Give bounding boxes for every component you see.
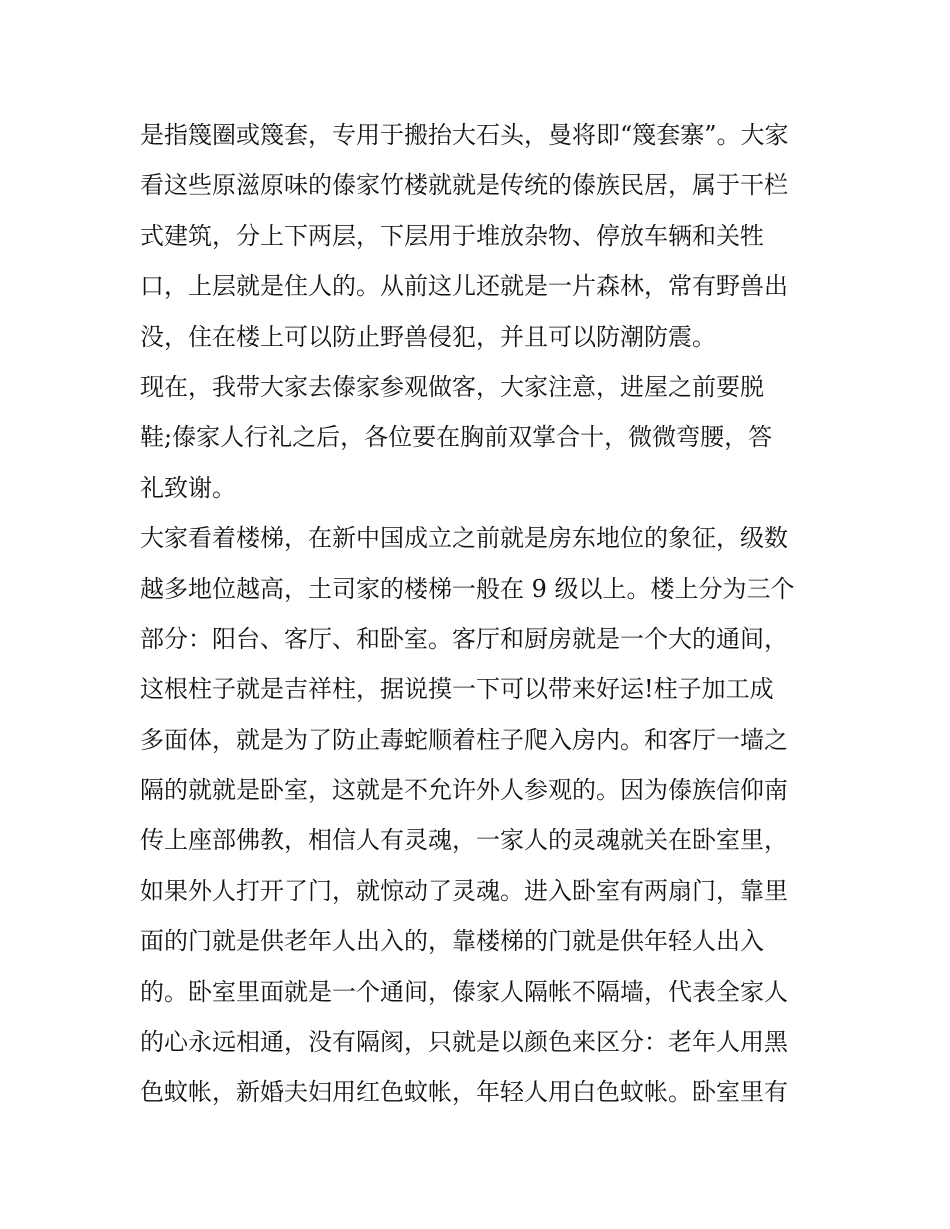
text-line: 隔的就就是卧室，这就是不允许外人参观的。因为傣族信仰南 [140, 776, 788, 805]
text-line: 越多地位越高，土司家的楼梯一般在 9 级以上。楼上分为三个 [140, 574, 795, 603]
body-text [140, 110, 830, 1118]
text-line: 面的门就是供老年人出入的，靠楼梯的门就是供年轻人出入 [140, 927, 764, 956]
text-line: 式建筑，分上下两层，下层用于堆放杂物、停放车辆和关牲 [140, 221, 764, 250]
text-line: 这根柱子就是吉祥柱，据说摸一下可以带来好运!柱子加工成 [140, 675, 774, 704]
text-line: 部分：阳台、客厅、和卧室。客厅和厨房就是一个大的通间， [140, 624, 788, 653]
text-line: 如果外人打开了门，就惊动了灵魂。进入卧室有两扇门，靠里 [140, 876, 788, 905]
text-line: 看这些原滋原味的傣家竹楼就就是传统的傣族民居，属于干栏 [140, 171, 788, 200]
text-line: 的。卧室里面就是一个通间，傣家人隔帐不隔墙，代表全家人 [140, 977, 788, 1006]
text-line: 口，上层就是住人的。从前这儿还就是一片森林，常有野兽出 [140, 272, 788, 301]
text-line: 没，住在楼上可以防止野兽侵犯，并且可以防潮防震。 [140, 322, 716, 351]
text-line: 大家看着楼梯，在新中国成立之前就是房东地位的象征，级数 [140, 524, 788, 553]
text-line: 现在，我带大家去傣家参观做客，大家注意，进屋之前要脱 [140, 372, 764, 401]
text-line: 传上座部佛教，相信人有灵魂，一家人的灵魂就关在卧室里， [140, 826, 788, 855]
text-line: 礼致谢。 [140, 473, 236, 502]
text-line: 鞋;傣家人行礼之后，各位要在胸前双掌合十，微微弯腰，答 [140, 423, 773, 452]
text-line: 色蚊帐，新婚夫妇用红色蚊帐，年轻人用白色蚊帐。卧室里有 [140, 1078, 788, 1107]
text-line: 多面体，就是为了防止毒蛇顺着柱子爬入房内。和客厅一墙之 [140, 725, 788, 754]
text-line: 是指篾圈或篾套，专用于搬抬大石头，曼将即“篾套寨”。大家 [140, 121, 789, 149]
text-line: 的心永远相通，没有隔阂，只就是以颜色来区分：老年人用黑 [140, 1028, 788, 1057]
